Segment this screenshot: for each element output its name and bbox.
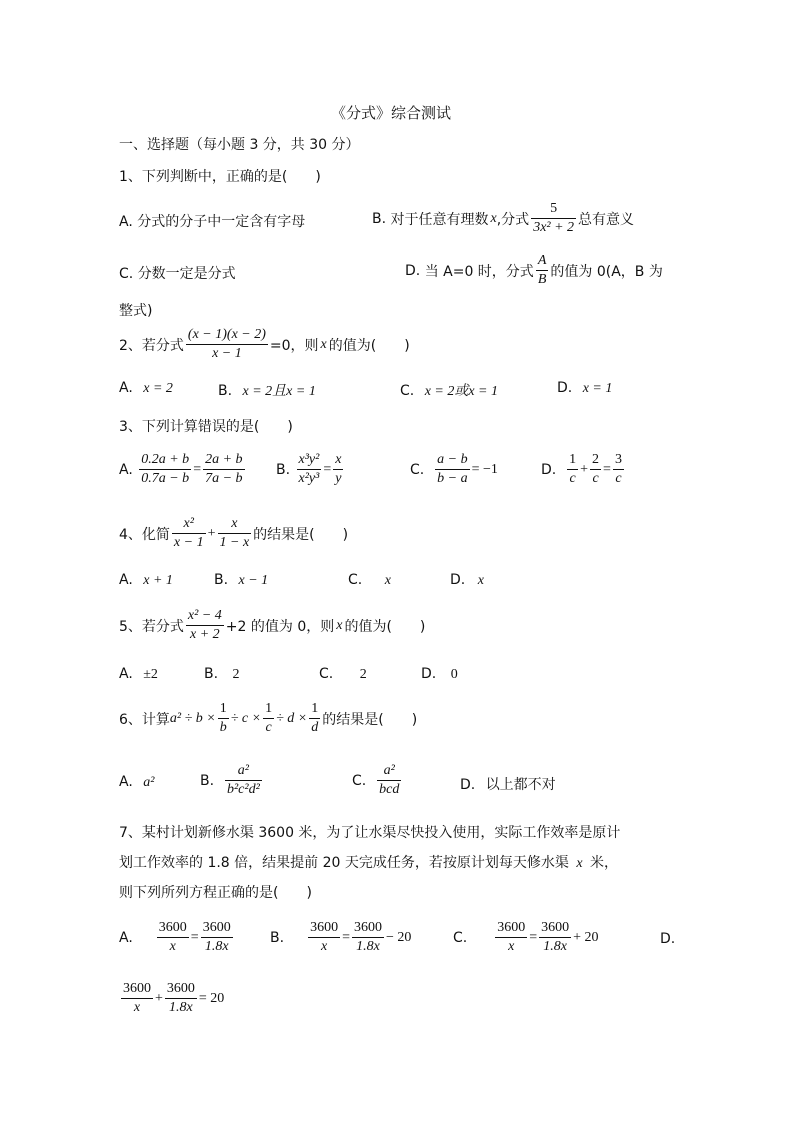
fraction	[567, 451, 578, 488]
numerator: 3600	[497, 920, 526, 935]
option-label: A.	[119, 666, 133, 682]
q1-option-b	[372, 200, 634, 237]
equation-tail: = 20	[198, 990, 225, 1006]
denominator: b²c²d²	[226, 782, 260, 797]
plus-sign: +	[580, 461, 589, 477]
math-var: x	[490, 210, 497, 226]
equation-tail: + 20	[573, 929, 599, 945]
math-var: x	[336, 617, 343, 633]
expression: ÷ c ×	[230, 710, 262, 726]
denominator: c	[615, 471, 622, 486]
q2-option-c	[400, 380, 498, 400]
option-label: C.	[348, 572, 363, 588]
q1-option-c	[119, 263, 236, 283]
q3-option-d	[541, 451, 626, 488]
q3-option-b	[276, 451, 345, 488]
denominator: 1 − x	[219, 535, 250, 550]
option-label: B.	[270, 929, 285, 946]
equals-sign: =	[190, 929, 199, 945]
numerator: 1	[569, 452, 577, 467]
option-label: C.	[352, 772, 367, 789]
q7-option-b	[270, 919, 411, 956]
equation-rhs: = −1	[471, 461, 498, 477]
numerator: 5	[550, 201, 558, 216]
option-label: B.	[276, 461, 291, 478]
fraction	[536, 252, 549, 289]
fraction	[309, 700, 320, 737]
fraction	[203, 451, 244, 488]
denominator: x	[508, 939, 515, 954]
stem-text: 6、计算	[119, 711, 170, 728]
expression: a² ÷ b ×	[169, 710, 216, 726]
numerator: (x − 1)(x − 2)	[187, 327, 266, 342]
option-text: 以上都不对	[485, 777, 556, 793]
q4-stem	[119, 515, 348, 552]
fraction	[590, 451, 601, 488]
fraction	[139, 451, 191, 488]
option-label: D.	[421, 666, 437, 682]
option-math: x = 2且x = 1	[242, 384, 316, 399]
denominator: x − 1	[212, 346, 242, 361]
fraction	[201, 919, 233, 956]
option-math: x = 2	[143, 381, 173, 396]
equals-sign: =	[529, 929, 538, 945]
numerator: 3600	[123, 981, 151, 996]
option-label: A.	[119, 929, 133, 946]
option-math: x	[477, 573, 484, 588]
q4-option-c	[348, 572, 391, 589]
numerator: A	[537, 253, 547, 268]
denominator: c	[265, 720, 272, 735]
q5-option-a	[119, 666, 158, 683]
option-label: B.	[204, 666, 219, 682]
option-label: C.	[319, 666, 334, 682]
option-label: C.	[400, 383, 415, 399]
option-label: A.	[119, 572, 133, 588]
q7-stem-line3: 则下列所列方程正确的是( )	[119, 885, 312, 901]
equals-sign: =	[603, 461, 611, 477]
fraction	[157, 919, 189, 956]
option-label: A.	[119, 380, 133, 396]
option-label: A.	[119, 214, 133, 230]
page-title: 《分式》综合测试	[331, 104, 452, 122]
q1-option-a	[119, 211, 305, 231]
denominator: x − 1	[173, 535, 204, 550]
stem-text: +2 的值为 0，则	[225, 618, 335, 635]
fraction	[435, 451, 469, 488]
q5-option-c	[319, 666, 367, 683]
fraction	[531, 200, 576, 237]
option-label: B.	[200, 772, 215, 789]
numerator: x² − 4	[187, 608, 222, 623]
denominator: bcd	[379, 782, 400, 797]
denominator: y	[335, 471, 342, 486]
numerator: 1	[265, 701, 273, 716]
q7-option-d-label: D.	[660, 931, 676, 947]
denominator: b − a	[437, 471, 468, 486]
numerator: 1	[219, 701, 227, 716]
fraction	[186, 326, 268, 363]
q7-stem-line2	[119, 852, 618, 872]
denominator: x	[133, 1000, 141, 1015]
q6-stem	[119, 700, 417, 737]
option-label: D.	[450, 572, 466, 588]
option-label: C.	[453, 929, 468, 946]
stem-text: 的值为( )	[328, 337, 410, 354]
numerator: a − b	[437, 452, 468, 467]
denominator: x	[169, 939, 176, 954]
q5-stem	[119, 607, 425, 644]
fraction	[495, 919, 527, 956]
numerator: 2a + b	[205, 452, 243, 467]
numerator: x³y²	[298, 452, 320, 467]
denominator: x	[320, 939, 328, 954]
denominator: 1.8x	[356, 939, 380, 954]
q3-option-c	[410, 451, 498, 488]
equals-sign: =	[323, 461, 332, 477]
q6-option-b	[200, 762, 264, 799]
numerator: 3	[614, 452, 622, 467]
q6-option-d	[460, 774, 556, 794]
q5-option-d	[421, 666, 458, 683]
q5-option-b	[204, 666, 240, 683]
option-text: 分式的分子中一定含有字母	[137, 214, 306, 230]
equation-tail: − 20	[385, 929, 412, 945]
stem-text: 5、若分式	[119, 618, 184, 635]
q7-option-a	[119, 919, 235, 956]
denominator: 1.8x	[543, 939, 567, 954]
stem-text: 的值为( )	[344, 618, 426, 635]
fraction	[218, 515, 252, 552]
denominator: 1.8x	[204, 939, 229, 954]
option-text: 的值为 0(A，B 为	[550, 263, 663, 280]
fraction	[225, 762, 262, 799]
q2-option-b	[218, 380, 316, 400]
option-label: B.	[214, 572, 229, 588]
q1-option-d	[405, 252, 663, 289]
plus-sign: +	[207, 525, 216, 541]
denominator: 7a − b	[205, 471, 243, 486]
option-label: D.	[405, 262, 421, 279]
option-label: B.	[218, 383, 233, 399]
option-label: D.	[541, 461, 557, 478]
option-text: ,分式	[496, 211, 530, 228]
fraction	[539, 919, 571, 956]
fraction	[613, 451, 624, 488]
q7-stem-line1: 7、某村计划新修水渠 3600 米，为了让水渠尽快投入使用，实际工作效率是原计	[119, 825, 621, 841]
option-math: x	[384, 573, 391, 588]
q6-option-c	[352, 762, 403, 799]
expression: ÷ d ×	[276, 710, 308, 726]
option-label: A.	[119, 774, 133, 790]
denominator: B	[537, 272, 547, 287]
fraction	[333, 451, 343, 488]
denominator: x + 2	[190, 627, 220, 642]
plus-sign: +	[155, 990, 163, 1006]
fraction	[297, 451, 322, 488]
numerator: x²	[183, 516, 194, 531]
option-label: D.	[557, 380, 573, 396]
fraction	[352, 919, 384, 956]
option-label: C.	[119, 266, 134, 282]
denominator: 3x² + 2	[533, 220, 575, 235]
denominator: 0.7a − b	[141, 471, 190, 486]
option-label: D.	[460, 777, 476, 793]
q3-stem: 3、下列计算错误的是( )	[119, 419, 293, 435]
stem-text: 米，	[590, 855, 619, 871]
fraction	[121, 980, 153, 1017]
q4-option-b	[214, 572, 268, 589]
numerator: a²	[237, 763, 249, 778]
equals-sign: =	[193, 461, 202, 477]
denominator: 1.8x	[169, 1000, 193, 1015]
fraction	[165, 980, 197, 1017]
numerator: 3600	[541, 920, 570, 935]
option-math: 0	[450, 667, 458, 682]
fraction	[186, 607, 224, 644]
q2-option-a	[119, 380, 173, 397]
numerator: 3600	[310, 920, 339, 935]
numerator: 2	[592, 452, 600, 467]
q1-option-d-continued: 整式)	[119, 303, 153, 319]
q4-option-a	[119, 572, 173, 589]
stem-text: 划工作效率的 1.8 倍，结果提前 20 天完成任务，若按原计划每天修水渠	[119, 855, 569, 871]
numerator: 1	[311, 701, 319, 716]
numerator: a²	[383, 763, 395, 778]
q2-option-d	[557, 380, 612, 397]
denominator: x²y³	[298, 471, 320, 486]
option-math: x = 1	[582, 381, 613, 396]
option-label: B.	[372, 210, 387, 227]
numerator: 3600	[166, 981, 195, 996]
fraction	[218, 700, 229, 737]
q6-option-a	[119, 774, 154, 791]
option-text: 对于任意有理数	[390, 211, 489, 228]
stem-text: 的结果是( )	[253, 526, 349, 543]
fraction	[263, 700, 274, 737]
q7-option-c	[453, 919, 599, 956]
denominator: c	[569, 471, 576, 486]
math-var: x	[320, 336, 327, 352]
numerator: x	[335, 452, 342, 467]
q3-option-a	[119, 451, 247, 488]
numerator: x	[231, 516, 238, 531]
q4-option-d	[450, 572, 484, 589]
fraction	[377, 762, 401, 799]
stem-text: =0，则	[269, 337, 319, 354]
denominator: c	[592, 471, 599, 486]
stem-text: 2、若分式	[119, 337, 184, 354]
q1-stem: 1、下列判断中，正确的是( )	[119, 169, 321, 185]
option-math: ±2	[143, 667, 158, 682]
option-text: 总有意义	[578, 211, 635, 228]
equals-sign: =	[342, 929, 350, 945]
option-math: a²	[143, 775, 155, 790]
numerator: 3600	[353, 920, 382, 935]
stem-text: 4、化简	[119, 526, 170, 543]
stem-text: 的结果是( )	[322, 711, 418, 728]
numerator: 3600	[158, 920, 187, 935]
section-heading: 一、选择题（每小题 3 分，共 30 分）	[119, 137, 360, 153]
fraction	[308, 919, 340, 956]
q2-stem	[119, 326, 410, 363]
numerator: 3600	[202, 920, 231, 935]
numerator: 0.2a + b	[141, 452, 190, 467]
option-math: x + 1	[143, 573, 173, 588]
option-text: 分数一定是分式	[137, 266, 236, 282]
option-math: x = 2或x = 1	[424, 384, 499, 399]
math-var: x	[576, 856, 583, 871]
option-math: 2	[359, 667, 367, 682]
denominator: d	[311, 720, 319, 735]
denominator: b	[219, 720, 227, 735]
option-math: x − 1	[238, 573, 269, 588]
fraction	[172, 515, 206, 552]
option-label: C.	[410, 461, 425, 478]
option-text: 当 A=0 时，分式	[424, 263, 534, 280]
option-label: A.	[119, 461, 133, 478]
option-math: 2	[232, 667, 240, 682]
q7-option-d	[119, 980, 224, 1017]
